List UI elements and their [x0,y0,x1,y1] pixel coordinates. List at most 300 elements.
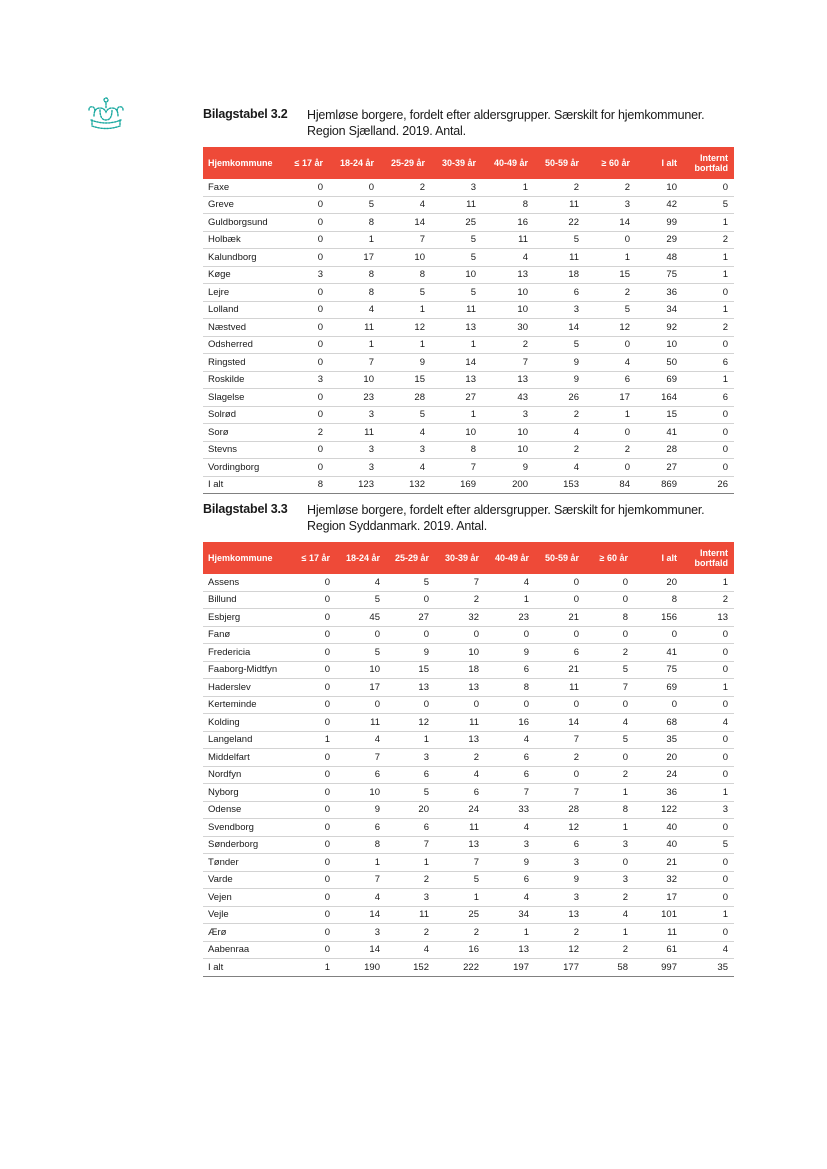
value-cell: 36 [636,284,683,302]
table-row [203,354,734,372]
value-cell: 11 [535,679,585,697]
value-cell: 3 [329,441,380,459]
value-cell: 7 [435,574,485,591]
value-cell: 2 [683,319,734,337]
value-cell: 8 [585,609,634,627]
value-cell: 13 [386,679,435,697]
value-cell: 0 [386,696,435,714]
value-cell: 68 [634,714,683,732]
value-cell: 1 [435,889,485,907]
total-value-cell: 8 [282,476,329,494]
value-cell: 2 [534,441,585,459]
value-cell: 1 [485,924,535,942]
value-cell: 0 [293,819,336,837]
value-cell: 7 [380,231,431,249]
value-cell: 0 [282,336,329,354]
value-cell: 6 [485,766,535,784]
value-cell: 4 [585,354,636,372]
municipality-cell: Svendborg [203,819,293,837]
value-cell: 34 [485,906,535,924]
value-cell: 0 [683,441,734,459]
table-row [203,424,734,442]
value-cell: 5 [336,591,386,609]
value-cell: 50 [636,354,683,372]
value-cell: 3 [683,801,734,819]
municipality-cell: Kalundborg [203,249,282,267]
value-cell: 2 [585,941,634,959]
total-value-cell: 153 [534,476,585,494]
table-3-3-section [203,502,734,977]
value-cell: 2 [435,749,485,767]
value-cell: 9 [534,371,585,389]
municipality-cell: Holbæk [203,231,282,249]
value-cell: 0 [293,906,336,924]
value-cell: 6 [683,354,734,372]
column-header: ≥ 60 år [585,147,636,179]
municipality-cell: Lejre [203,284,282,302]
value-cell: 0 [282,249,329,267]
value-cell: 2 [585,284,636,302]
value-cell: 9 [485,854,535,872]
value-cell: 11 [534,196,585,214]
table-label: Bilagstabel 3.2 [203,107,288,121]
value-cell: 48 [636,249,683,267]
total-value-cell: 84 [585,476,636,494]
column-header: Hjemkommune [203,542,293,574]
value-cell: 23 [329,389,380,407]
value-cell: 99 [636,214,683,232]
value-cell: 27 [431,389,482,407]
crown-logo-icon [86,96,126,132]
data-table [203,542,734,977]
value-cell: 4 [683,941,734,959]
value-cell: 14 [534,319,585,337]
table-row [203,871,734,889]
value-cell: 1 [585,924,634,942]
value-cell: 0 [683,889,734,907]
column-header: 18-24 år [329,147,380,179]
value-cell: 7 [431,459,482,477]
value-cell: 9 [534,354,585,372]
value-cell: 2 [386,871,435,889]
value-cell: 1 [683,266,734,284]
column-header: I alt [634,542,683,574]
value-cell: 3 [585,196,636,214]
municipality-cell: Solrød [203,406,282,424]
value-cell: 75 [634,661,683,679]
value-cell: 8 [585,801,634,819]
value-cell: 5 [431,249,482,267]
value-cell: 7 [535,731,585,749]
value-cell: 0 [683,854,734,872]
total-value-cell: 1 [293,959,336,977]
value-cell: 13 [482,266,534,284]
value-cell: 5 [534,336,585,354]
municipality-cell: Lolland [203,301,282,319]
municipality-cell: Kolding [203,714,293,732]
value-cell: 12 [386,714,435,732]
value-cell: 13 [485,941,535,959]
municipality-cell: Køge [203,266,282,284]
table-row [203,661,734,679]
table-caption [203,502,734,542]
column-header: 30-39 år [435,542,485,574]
value-cell: 3 [380,441,431,459]
value-cell: 28 [636,441,683,459]
value-cell: 0 [386,591,435,609]
value-cell: 15 [585,266,636,284]
value-cell: 1 [482,179,534,196]
value-cell: 35 [634,731,683,749]
table-title [307,502,737,534]
value-cell: 0 [585,626,634,644]
value-cell: 1 [683,214,734,232]
value-cell: 2 [585,644,634,662]
value-cell: 0 [293,609,336,627]
value-cell: 0 [683,871,734,889]
municipality-cell: Faaborg-Midtfyn [203,661,293,679]
value-cell: 0 [293,871,336,889]
value-cell: 10 [482,301,534,319]
value-cell: 1 [329,336,380,354]
value-cell: 5 [386,574,435,591]
value-cell: 8 [431,441,482,459]
value-cell: 15 [386,661,435,679]
value-cell: 3 [282,266,329,284]
value-cell: 11 [482,231,534,249]
value-cell: 4 [380,424,431,442]
value-cell: 0 [535,591,585,609]
value-cell: 1 [380,301,431,319]
value-cell: 3 [282,371,329,389]
value-cell: 8 [329,266,380,284]
value-cell: 10 [482,441,534,459]
total-value-cell: 169 [431,476,482,494]
value-cell: 1 [585,784,634,802]
value-cell: 33 [485,801,535,819]
table-row [203,626,734,644]
table-row [203,679,734,697]
value-cell: 2 [534,179,585,196]
value-cell: 4 [336,574,386,591]
value-cell: 12 [380,319,431,337]
value-cell: 11 [329,319,380,337]
value-cell: 8 [329,214,380,232]
value-cell: 17 [585,389,636,407]
value-cell: 0 [585,591,634,609]
value-cell: 5 [435,871,485,889]
value-cell: 4 [336,889,386,907]
value-cell: 7 [585,679,634,697]
value-cell: 12 [535,819,585,837]
value-cell: 0 [282,389,329,407]
value-cell: 5 [683,836,734,854]
value-cell: 0 [293,644,336,662]
column-header: ≤ 17 år [293,542,336,574]
value-cell: 32 [435,609,485,627]
value-cell: 13 [683,609,734,627]
value-cell: 3 [535,854,585,872]
value-cell: 4 [485,819,535,837]
value-cell: 45 [336,609,386,627]
value-cell: 1 [293,731,336,749]
value-cell: 8 [634,591,683,609]
value-cell: 10 [636,336,683,354]
municipality-cell: Kerteminde [203,696,293,714]
table-row [203,854,734,872]
value-cell: 27 [636,459,683,477]
value-cell: 4 [380,196,431,214]
value-cell: 0 [293,696,336,714]
table-title [307,107,737,139]
value-cell: 10 [482,424,534,442]
value-cell: 9 [336,801,386,819]
municipality-cell: Vejle [203,906,293,924]
value-cell: 22 [534,214,585,232]
value-cell: 4 [380,459,431,477]
value-cell: 3 [431,179,482,196]
value-cell: 6 [336,766,386,784]
table-row [203,301,734,319]
value-cell: 14 [336,941,386,959]
column-header-line2: bortfald [694,558,728,568]
value-cell: 0 [293,626,336,644]
value-cell: 6 [683,389,734,407]
value-cell: 25 [435,906,485,924]
value-cell: 0 [585,424,636,442]
value-cell: 2 [482,336,534,354]
column-header: I alt [636,147,683,179]
table-row [203,819,734,837]
value-cell: 3 [482,406,534,424]
municipality-cell: Billund [203,591,293,609]
value-cell: 16 [435,941,485,959]
value-cell: 0 [485,696,535,714]
municipality-cell: Nordfyn [203,766,293,784]
column-header: Hjemkommune [203,147,282,179]
value-cell: 2 [585,179,636,196]
value-cell: 1 [683,574,734,591]
value-cell: 15 [636,406,683,424]
value-cell: 3 [485,836,535,854]
value-cell: 1 [336,854,386,872]
table-row [203,459,734,477]
municipality-cell: Odense [203,801,293,819]
value-cell: 0 [683,626,734,644]
value-cell: 3 [386,749,435,767]
table-title-line1: Hjemløse borgere, fordelt efter aldersgrupper. Særskilt for hjemkommuner. [307,108,705,122]
value-cell: 10 [336,661,386,679]
value-cell: 24 [435,801,485,819]
value-cell: 3 [585,836,634,854]
value-cell: 16 [485,714,535,732]
table-row [203,231,734,249]
value-cell: 8 [485,679,535,697]
value-cell: 2 [535,924,585,942]
table-row [203,644,734,662]
value-cell: 0 [535,766,585,784]
table-title-line1: Hjemløse borgere, fordelt efter aldersgrupper. Særskilt for hjemkommuner. [307,503,705,517]
municipality-cell: Ringsted [203,354,282,372]
table-row [203,284,734,302]
value-cell: 11 [336,714,386,732]
value-cell: 0 [282,441,329,459]
value-cell: 7 [482,354,534,372]
value-cell: 10 [329,371,380,389]
table-row [203,249,734,267]
value-cell: 0 [282,179,329,196]
value-cell: 2 [585,766,634,784]
value-cell: 0 [293,854,336,872]
value-cell: 6 [336,819,386,837]
municipality-cell: Assens [203,574,293,591]
value-cell: 30 [482,319,534,337]
value-cell: 17 [336,679,386,697]
value-cell: 0 [683,749,734,767]
value-cell: 4 [485,574,535,591]
value-cell: 5 [431,284,482,302]
value-cell: 69 [636,371,683,389]
column-header-line2: bortfald [694,163,728,173]
value-cell: 21 [535,609,585,627]
table-row [203,749,734,767]
value-cell: 6 [485,749,535,767]
table-row [203,406,734,424]
total-value-cell: 152 [386,959,435,977]
value-cell: 13 [435,836,485,854]
value-cell: 5 [585,661,634,679]
value-cell: 0 [282,214,329,232]
value-cell: 6 [535,644,585,662]
value-cell: 11 [431,301,482,319]
value-cell: 2 [535,749,585,767]
value-cell: 5 [585,731,634,749]
value-cell: 13 [431,371,482,389]
value-cell: 0 [293,679,336,697]
value-cell: 0 [336,696,386,714]
value-cell: 20 [634,574,683,591]
table-row [203,319,734,337]
value-cell: 4 [485,889,535,907]
value-cell: 9 [485,644,535,662]
total-value-cell: 222 [435,959,485,977]
value-cell: 4 [329,301,380,319]
value-cell: 7 [386,836,435,854]
value-cell: 1 [683,679,734,697]
value-cell: 2 [435,591,485,609]
municipality-cell: Aabenraa [203,941,293,959]
value-cell: 36 [634,784,683,802]
value-cell: 14 [431,354,482,372]
total-value-cell: 132 [380,476,431,494]
total-label-cell: I alt [203,959,293,977]
value-cell: 0 [435,626,485,644]
table-row [203,609,734,627]
value-cell: 13 [431,319,482,337]
value-cell: 42 [636,196,683,214]
value-cell: 41 [636,424,683,442]
table-row [203,574,734,591]
column-header: 30-39 år [431,147,482,179]
value-cell: 6 [485,661,535,679]
table-label: Bilagstabel 3.3 [203,502,288,516]
value-cell: 5 [431,231,482,249]
value-cell: 101 [634,906,683,924]
value-cell: 7 [485,784,535,802]
value-cell: 26 [534,389,585,407]
table-row [203,766,734,784]
table-row [203,731,734,749]
municipality-cell: Næstved [203,319,282,337]
value-cell: 0 [683,336,734,354]
value-cell: 7 [329,354,380,372]
municipality-cell: Fredericia [203,644,293,662]
value-cell: 11 [431,196,482,214]
value-cell: 0 [293,784,336,802]
value-cell: 5 [329,196,380,214]
header-row [203,147,734,179]
value-cell: 10 [431,424,482,442]
value-cell: 0 [293,924,336,942]
value-cell: 0 [683,766,734,784]
value-cell: 40 [634,819,683,837]
value-cell: 0 [683,644,734,662]
municipality-cell: Sønderborg [203,836,293,854]
value-cell: 10 [636,179,683,196]
table-row [203,906,734,924]
table-row [203,196,734,214]
value-cell: 0 [634,696,683,714]
value-cell: 92 [636,319,683,337]
value-cell: 5 [380,406,431,424]
value-cell: 3 [329,459,380,477]
municipality-cell: Vejen [203,889,293,907]
column-header: 50-59 år [534,147,585,179]
value-cell: 13 [435,731,485,749]
value-cell: 11 [386,906,435,924]
value-cell: 0 [293,749,336,767]
value-cell: 13 [435,679,485,697]
municipality-cell: Fanø [203,626,293,644]
value-cell: 0 [293,574,336,591]
value-cell: 9 [535,871,585,889]
municipality-cell: Roskilde [203,371,282,389]
value-cell: 23 [485,609,535,627]
value-cell: 0 [683,819,734,837]
value-cell: 32 [634,871,683,889]
value-cell: 0 [585,696,634,714]
total-value-cell: 997 [634,959,683,977]
table-row [203,696,734,714]
total-value-cell: 123 [329,476,380,494]
value-cell: 0 [435,696,485,714]
value-cell: 20 [386,801,435,819]
value-cell: 2 [683,231,734,249]
value-cell: 0 [683,731,734,749]
value-cell: 61 [634,941,683,959]
value-cell: 1 [380,336,431,354]
value-cell: 16 [482,214,534,232]
value-cell: 4 [683,714,734,732]
value-cell: 7 [435,854,485,872]
municipality-cell: Greve [203,196,282,214]
municipality-cell: Tønder [203,854,293,872]
value-cell: 0 [282,284,329,302]
value-cell: 25 [431,214,482,232]
value-cell: 0 [535,696,585,714]
value-cell: 75 [636,266,683,284]
value-cell: 0 [293,941,336,959]
